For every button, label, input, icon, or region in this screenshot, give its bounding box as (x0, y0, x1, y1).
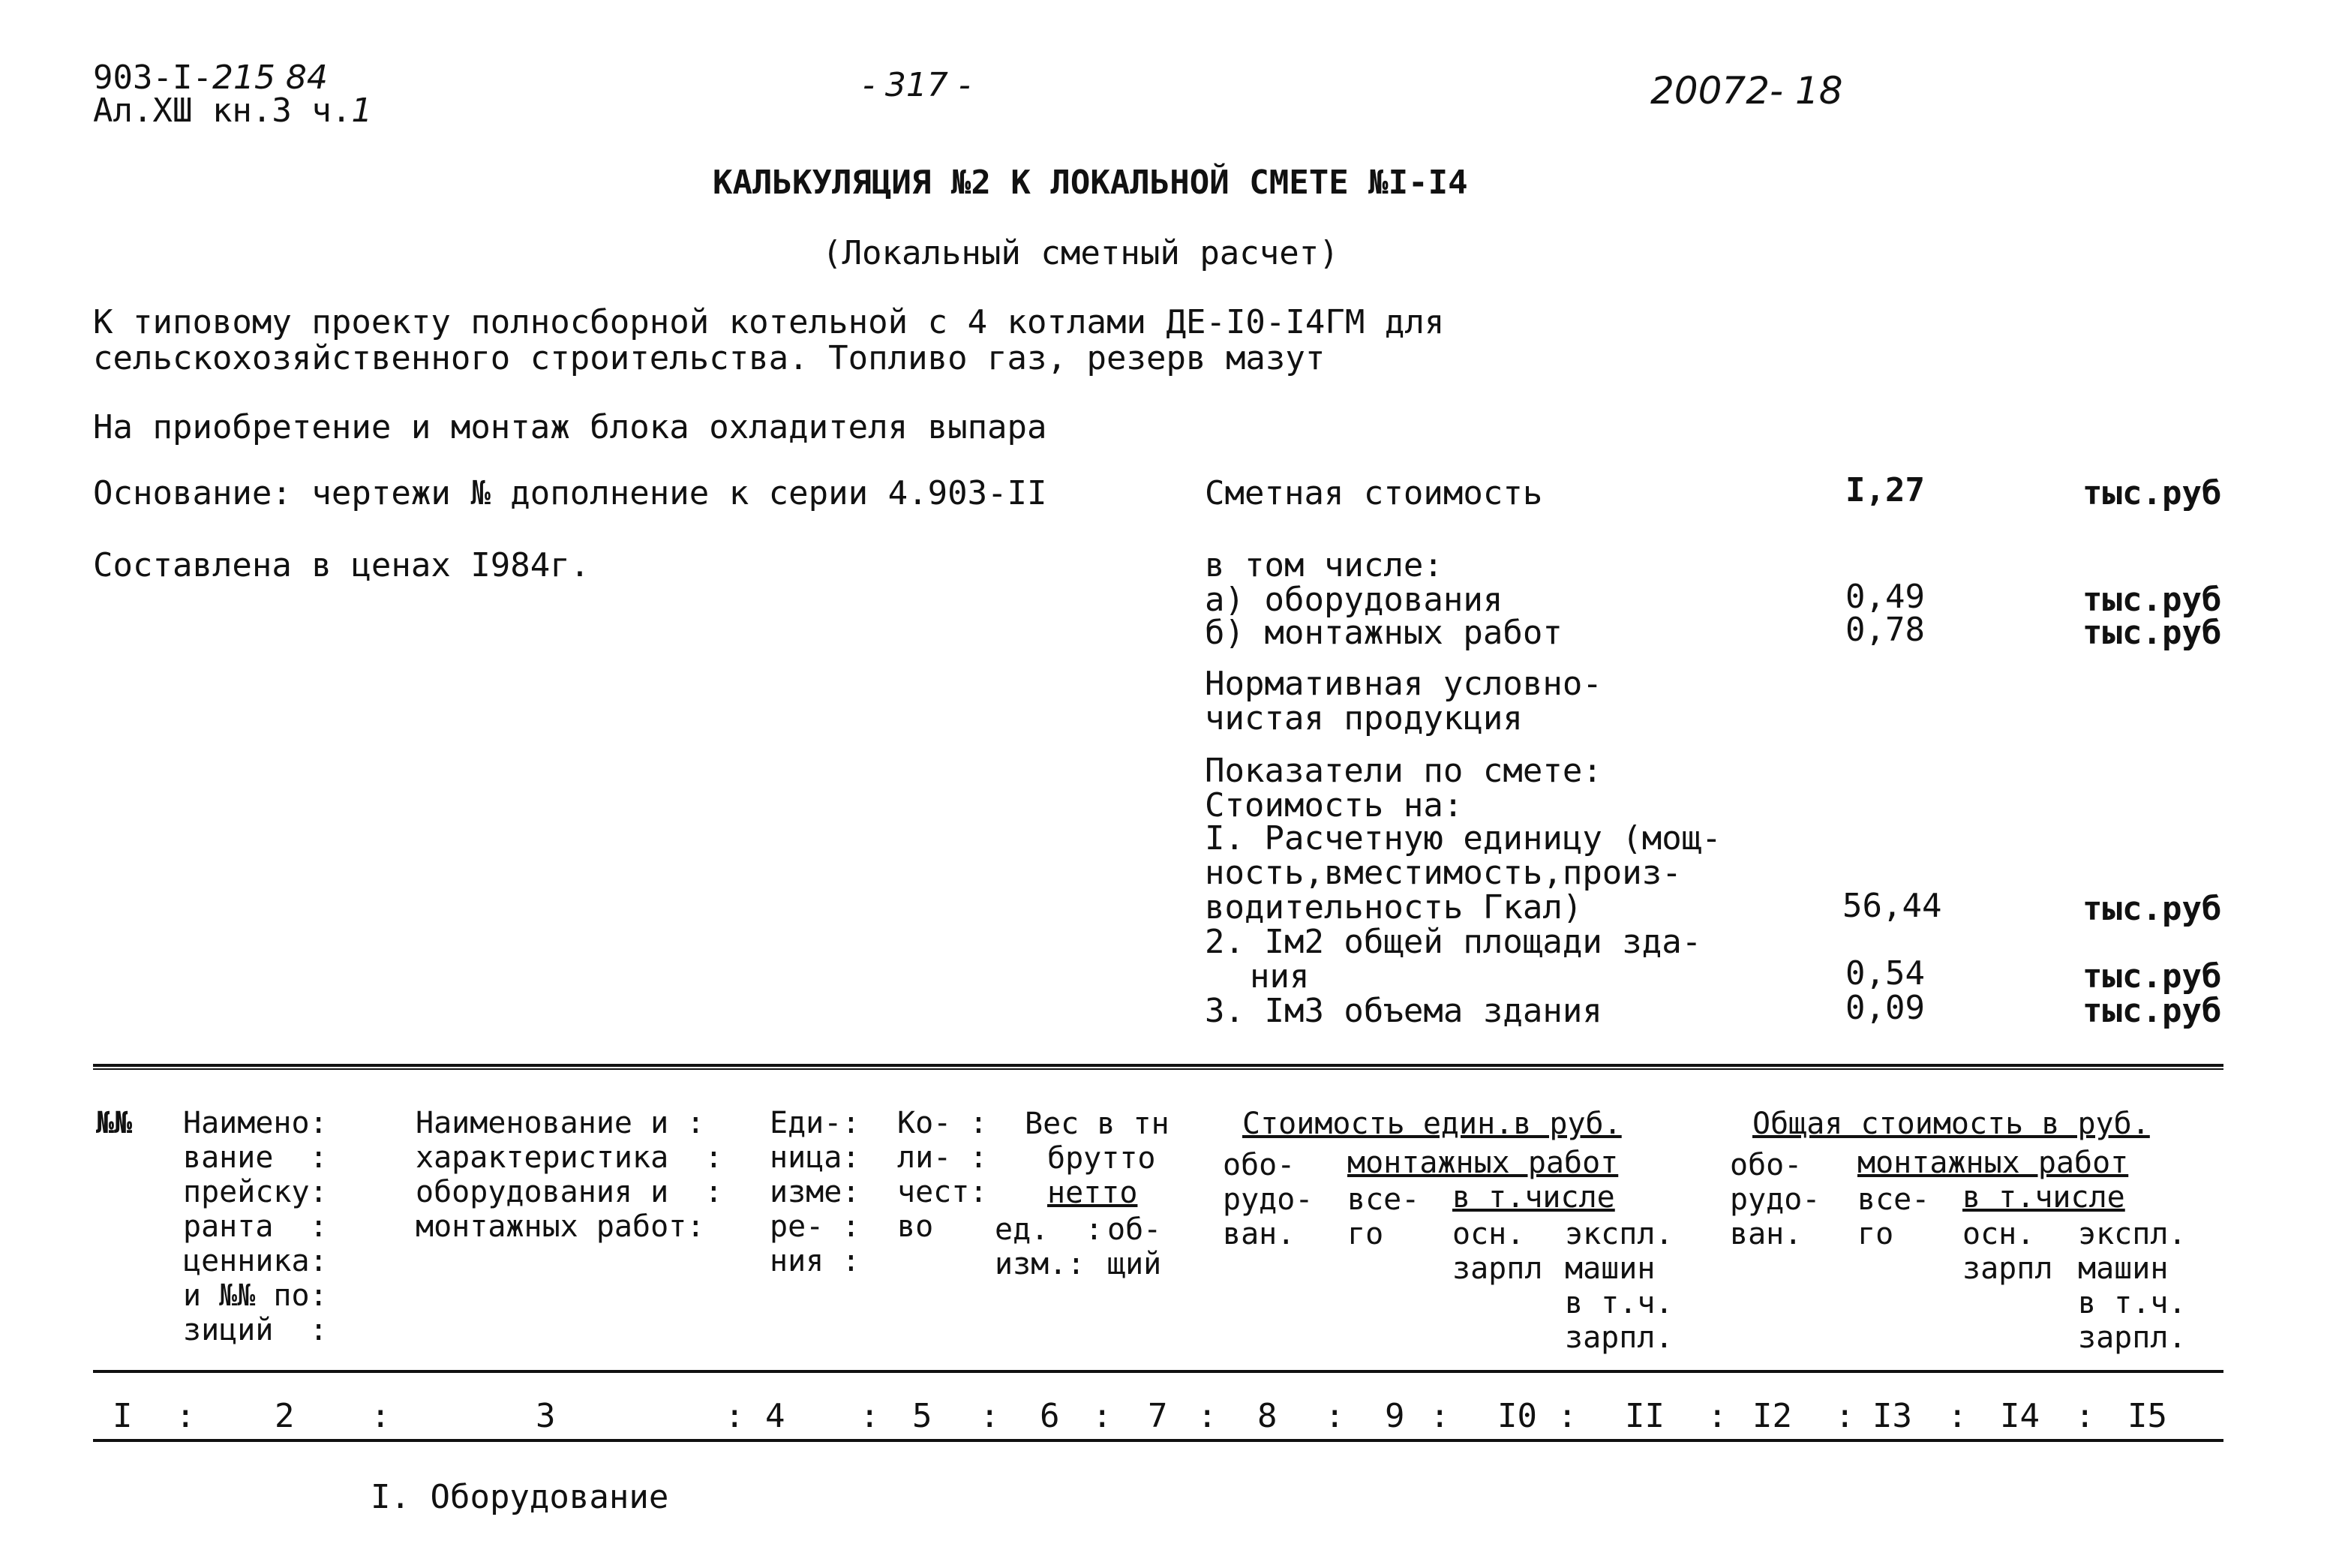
indicator-1-line-3: водительность Гкал) (1205, 888, 1583, 927)
column-number: 3 (536, 1397, 556, 1435)
page-subtitle: (Локальный сметный расчет) (822, 234, 1339, 272)
unit-cost-install-all: все- го (1347, 1182, 1420, 1251)
estimated-cost-value: I,27 (1845, 471, 1925, 509)
column-number: 8 (1257, 1397, 1278, 1435)
document-number: 20072- 18 (1650, 69, 1843, 113)
indicator-2-line-1: 2. Iм2 общей площади зда- (1205, 923, 1702, 961)
unit-cost-incl-header: в т.числе (1452, 1180, 1615, 1215)
total-cost-incl-header: в т.числе (1962, 1180, 2125, 1215)
column-separator: : (176, 1397, 196, 1435)
total-cost-base-pay: осн. зарпл (1962, 1217, 2053, 1286)
total-cost-machines: экспл. машин в т.ч. зарпл. (2078, 1217, 2187, 1355)
column-number: 6 (1040, 1397, 1060, 1435)
column-separator: : (980, 1397, 1000, 1435)
project-line-2: сельскохозяйственного строительства. Топливо газ, резерв мазут (93, 339, 1326, 377)
total-cost-install-all: все- го (1857, 1182, 1930, 1251)
unit-cost-install-header: монтажных работ (1347, 1146, 1619, 1180)
header-col-unit: Еди-: ница: изме: ре- : ния : (770, 1106, 860, 1278)
unit-label: тыс.руб (2082, 890, 2222, 928)
normative-line-2: чистая продукция (1205, 699, 1523, 737)
indicator-2-value: 0,54 (1845, 954, 1925, 993)
total-cost-install-header: монтажных работ (1857, 1146, 2129, 1180)
header-col-weight-total: об- щий (1107, 1212, 1162, 1281)
page-number: - 317 - (863, 66, 971, 104)
unit-label: тыс.руб (2082, 614, 2222, 652)
unit-cost-machines: экспл. машин в т.ч. зарпл. (1565, 1217, 1674, 1355)
column-separator: : (1197, 1397, 1218, 1435)
total-cost-header: Общая стоимость в руб. (1752, 1107, 2150, 1141)
page-title: КАЛЬКУЛЯЦИЯ №2 К ЛОКАЛЬНОЙ СМЕТЕ №I-I4 (713, 164, 1468, 202)
equipment-value: 0,49 (1845, 578, 1925, 616)
column-number: I0 (1497, 1397, 1537, 1435)
weight-brutto: брутто (1047, 1141, 1156, 1176)
unit-cost-base-pay: осн. зарпл (1452, 1217, 1543, 1286)
normative-line-1: Нормативная условно- (1205, 665, 1602, 703)
unit-cost-equipment: обо- рудо- ван. (1223, 1148, 1314, 1251)
indicator-3-value: 0,09 (1845, 989, 1925, 1027)
table-top-rule-2 (93, 1068, 2223, 1070)
purpose: На приобретение и монтаж блока охладителя выпара (93, 408, 1047, 446)
install-value: 0,78 (1845, 611, 1925, 649)
column-separator: : (725, 1397, 745, 1435)
unit-label: тыс.руб (2082, 581, 2222, 619)
unit-label: тыс.руб (2082, 957, 2222, 996)
column-number: 4 (765, 1397, 785, 1435)
total-cost-equipment: обо- рудо- ван. (1730, 1148, 1821, 1251)
column-separator: : (1092, 1397, 1112, 1435)
code-line-2: Ал.XШ кн.3 ч.1 (93, 92, 373, 130)
column-number: 9 (1385, 1397, 1405, 1435)
header-col-number: №№ (96, 1106, 133, 1140)
column-number: 5 (912, 1397, 932, 1435)
weight-header: Вес в тн (1025, 1107, 1170, 1141)
header-bottom-rule (93, 1370, 2223, 1373)
header-col-price-list: Наимено: вание : прейску: ранта : ценника: и №№ по: зиций : (183, 1106, 328, 1347)
column-number: 2 (275, 1397, 295, 1435)
column-separator: : (1430, 1397, 1450, 1435)
indicators-line-2: Стоимость на: (1205, 786, 1464, 825)
basis: Основание: чертежи № дополнение к серии 4.903-II (93, 474, 1047, 512)
indicator-1-line-2: ность,вместимость,произ- (1205, 854, 1682, 892)
prices-basis: Составлена в ценах I984г. (93, 546, 590, 584)
indicator-2-line-2: ния (1250, 957, 1310, 996)
unit-label: тыс.руб (2082, 474, 2222, 512)
column-separator: : (1947, 1397, 1968, 1435)
column-number: I3 (1872, 1397, 1912, 1435)
unit-cost-header: Стоимость един.в руб. (1242, 1107, 1622, 1141)
column-number: I4 (2000, 1397, 2040, 1435)
column-number: 7 (1148, 1397, 1168, 1435)
column-number: I (113, 1397, 133, 1435)
column-separator: : (1835, 1397, 1855, 1435)
equipment-label: а) оборудования (1205, 581, 1503, 619)
estimated-cost-label: Сметная стоимость (1205, 474, 1543, 512)
column-separator: : (860, 1397, 880, 1435)
column-separator: : (371, 1397, 391, 1435)
header-col-weight-unit: ед. : изм.: (995, 1212, 1103, 1281)
column-separator: : (1557, 1397, 1578, 1435)
column-separator: : (1325, 1397, 1345, 1435)
column-numbers-rule (93, 1439, 2223, 1442)
table-top-rule (93, 1064, 2223, 1067)
section-heading: I. Оборудование (371, 1478, 669, 1516)
unit-label: тыс.руб (2082, 992, 2222, 1030)
header-col-quantity: Ко- : ли- : чест: во (897, 1106, 988, 1244)
code-line-1: 903-I-215 84 (93, 59, 328, 97)
indicator-1-value: 56,44 (1842, 887, 1942, 925)
header-col-name: Наименование и : характеристика : оборудования и : монтажных работ: (416, 1106, 723, 1244)
install-label: б) монтажных работ (1205, 614, 1563, 652)
weight-netto: нетто (1047, 1176, 1138, 1210)
column-separator: : (1707, 1397, 1728, 1435)
indicator-3-line: 3. Iм3 объема здания (1205, 992, 1602, 1030)
column-number: II (1625, 1397, 1665, 1435)
column-number: I2 (1752, 1397, 1792, 1435)
indicator-1-line-1: I. Расчетную единицу (мощ- (1205, 819, 1722, 858)
indicators-line-1: Показатели по смете: (1205, 752, 1602, 790)
including-label: в том числе: (1205, 546, 1443, 584)
column-number: I5 (2127, 1397, 2167, 1435)
project-line-1: К типовому проекту полносборной котельной с 4 котлами ДЕ-I0-I4ГМ для (93, 303, 1445, 341)
column-separator: : (2075, 1397, 2095, 1435)
